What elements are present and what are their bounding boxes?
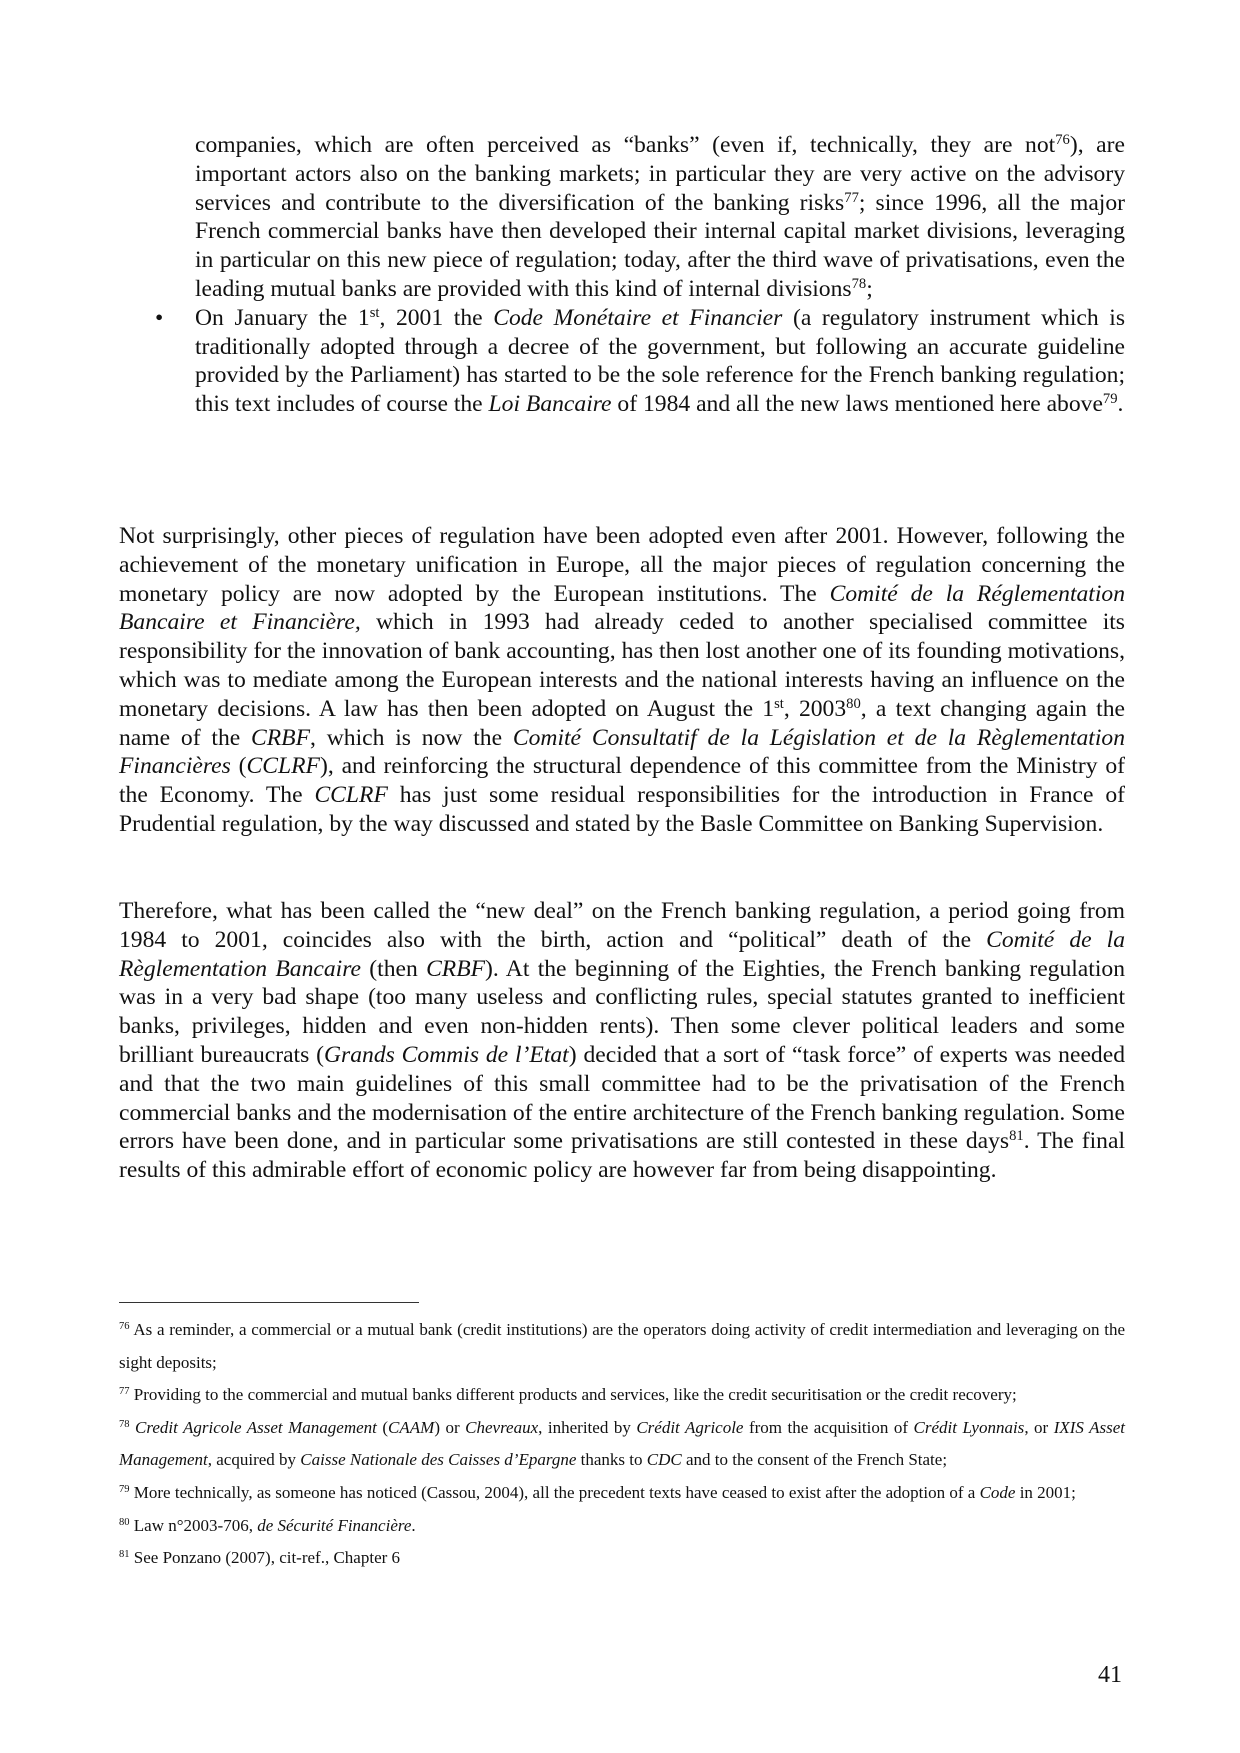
text-run: On January the 1 bbox=[195, 304, 370, 331]
text-run: thanks to bbox=[576, 1450, 647, 1470]
ordinal-suffix: st bbox=[369, 304, 380, 321]
footnote-80 bbox=[119, 1510, 1125, 1543]
text-run: , acquired by bbox=[207, 1450, 301, 1470]
text-run: . bbox=[411, 1515, 416, 1535]
italic-run: Comité Consultatif de la Législation et de la Règlementation Financières bbox=[119, 724, 1125, 780]
footnote-number: 79 bbox=[119, 1484, 130, 1496]
footnote-text: See Ponzano (2007), cit-ref., Chapter 6 bbox=[129, 1548, 401, 1568]
footnote-ref-77[interactable]: 77 bbox=[844, 189, 859, 206]
footnote-81 bbox=[119, 1542, 1125, 1575]
footnote-separator bbox=[119, 1302, 419, 1303]
text-run: ), and reinforcing the structural dependence of this committee from the Ministry of the Economy. The bbox=[119, 753, 1126, 809]
text-run: , or bbox=[1024, 1417, 1054, 1437]
text-run: (a regulatory instrument which is traditionally adopted through a decree of the government, but following an accurate guideline provided by the Parliament) has started to be the sole reference for the French banking regulation; this text includes of course the bbox=[195, 304, 1126, 418]
footnote-78 bbox=[119, 1412, 1125, 1477]
footnote-number: 81 bbox=[119, 1549, 130, 1561]
text-run: in 2001; bbox=[1015, 1482, 1076, 1502]
italic-run: Crédit Lyonnais bbox=[913, 1417, 1025, 1437]
footnote-ref-80[interactable]: 80 bbox=[846, 695, 861, 712]
bullet-icon: • bbox=[155, 304, 164, 331]
italic-run: CCLRF bbox=[246, 753, 320, 780]
text-run: which in 1993 had already ceded to another specialised committee its responsibility for the innovation of bank accounting, has then lost another one of its founding motivations, which was to mediate among the European interests and the national interests having an influence on the monetary decisions. A law has then been adopted on August the 1 bbox=[119, 609, 1125, 722]
italic-run: Code bbox=[979, 1482, 1016, 1502]
text-run: , 2003 bbox=[783, 695, 847, 722]
italic-run: CRBF bbox=[251, 724, 311, 751]
text-run: Law n°2003-706, bbox=[129, 1515, 258, 1535]
text-run: companies, which are often perceived as “banks” (even if, technically, they are not bbox=[195, 132, 1056, 158]
text-run: Therefore, what has been called the “new deal” on the French banking regulation, a period going from 1984 to 2001, coincides also with the birth, action and “political” death of the bbox=[119, 898, 1125, 953]
footnote-text: Providing to the commercial and mutual banks different products and services, like the credit securitisation or the credit recovery; bbox=[129, 1385, 1017, 1405]
text-run: ( bbox=[376, 1417, 389, 1437]
footnote-ref-78[interactable]: 78 bbox=[851, 275, 867, 292]
italic-run: CCLRF bbox=[314, 782, 388, 809]
bullet-continuation bbox=[195, 131, 1125, 304]
footnote-79 bbox=[119, 1477, 1125, 1510]
text-run: ; bbox=[866, 275, 873, 302]
footnote-ref-79[interactable]: 79 bbox=[1102, 391, 1118, 408]
footnote-77 bbox=[119, 1379, 1125, 1412]
text-run: ). At the beginning of the Eighties, the French banking regulation was in a very bad shape (too many useless and conflicting rules, special statutes granted to inefficient banks, privileges, hidden and even non-hidden rents). Then some clever political leaders and some brilliant bureaucrats ( bbox=[119, 955, 1125, 1068]
italic-run: CRBF bbox=[426, 955, 486, 982]
italic-run: CAAM bbox=[388, 1417, 435, 1437]
ordinal-suffix: st bbox=[774, 695, 784, 712]
footnote-number: 78 bbox=[119, 1418, 130, 1430]
italic-run: Comité de la Règlementation Bancaire bbox=[119, 926, 1125, 982]
footnote-ref-76[interactable]: 76 bbox=[1055, 131, 1070, 148]
italic-run: Credit Agricole Asset Management bbox=[135, 1417, 377, 1437]
text-run: , which is now the bbox=[310, 724, 513, 751]
text-run: , 2001 the bbox=[379, 304, 494, 331]
page-number: 41 bbox=[1098, 1662, 1122, 1688]
italic-run: Chevreaux bbox=[465, 1417, 539, 1437]
footnote-number: 80 bbox=[119, 1516, 130, 1528]
paragraph-1 bbox=[119, 522, 1125, 839]
text-run: , inherited by bbox=[538, 1417, 637, 1437]
text-run: and to the consent of the French State; bbox=[681, 1450, 948, 1470]
footnotes bbox=[119, 1314, 1125, 1575]
text-run: has just some residual responsibilities for the introduction in France of Prudential regulation, by the way discussed and stated by the Basle Committee on Banking Supervision. bbox=[119, 782, 1125, 837]
text-run: . The final results of this admirable effort of economic policy are however far from being disappointing. bbox=[119, 1128, 1125, 1184]
footnote-ref-81[interactable]: 81 bbox=[1009, 1128, 1024, 1145]
italic-run: IXIS Asset Management bbox=[119, 1417, 1125, 1470]
bullet-item-code-monetaire bbox=[155, 304, 1126, 419]
italic-run: de Sécurité Financière bbox=[257, 1515, 412, 1535]
text-run: (then bbox=[360, 955, 427, 982]
italic-run: Crédit Agricole bbox=[636, 1417, 744, 1437]
footnote-number: 76 bbox=[119, 1321, 130, 1333]
italic-run: Code Monétaire et Financier bbox=[493, 304, 783, 331]
text-run: ; since 1996, all the major French commercial banks have then developed their internal capital market divisions, leveraging in particular on this new piece of regulation; today, after the third wave of privatisations, even the leading mutual banks are provided with this kind of internal divisions bbox=[195, 189, 1125, 302]
footnote-76 bbox=[119, 1314, 1125, 1379]
italic-run: Comité de la Réglementation Bancaire et Financière, bbox=[119, 580, 1126, 636]
text-run: . bbox=[1117, 391, 1124, 418]
text-run: More technically, as someone has noticed (Cassou, 2004), all the precedent texts have ceased to exist after the adoption of a bbox=[129, 1482, 980, 1502]
italic-run: Loi Bancaire bbox=[488, 391, 612, 418]
italic-run: Caisse Nationale des Caisses d’Epargne bbox=[300, 1450, 577, 1470]
text-run: of 1984 and all the new laws mentioned here above bbox=[611, 391, 1103, 418]
paragraph-2 bbox=[119, 897, 1125, 1185]
text-run: , a text changing again the name of the bbox=[119, 695, 1125, 751]
footnote-text: As a reminder, a commercial or a mutual bank (credit institutions) are the operators doing activity of credit intermediation and leveraging on the sight deposits; bbox=[119, 1320, 1125, 1372]
footnote-number: 77 bbox=[119, 1386, 130, 1398]
bullet-list bbox=[119, 131, 1125, 419]
text-run: Not surprisingly, other pieces of regulation have been adopted even after 2001. However, following the achievement of the monetary unification in Europe, all the major pieces of regulation concerning the monetary policy are now adopted by the European institutions. The bbox=[119, 523, 1125, 607]
text-run: ( bbox=[230, 753, 247, 780]
italic-run: Grands Commis de l’Etat bbox=[324, 1041, 569, 1068]
text-run: from the acquisition of bbox=[743, 1417, 914, 1437]
text-run: ) decided that a sort of “task force” of experts was needed and that the two main guidelines of this small committee had to be the privatisation of the French commercial banks and the modernisation of the entire architecture of the French banking regulation. Some errors have been done, and in particular some privatisations are still contested in these days bbox=[119, 1041, 1125, 1155]
text-run: ) or bbox=[434, 1417, 466, 1437]
italic-run: CDC bbox=[646, 1450, 682, 1470]
text-run: ), are important actors also on the banking markets; in particular they are very active on the advisory services and contribute to the diversification of the banking risks bbox=[195, 132, 1125, 216]
